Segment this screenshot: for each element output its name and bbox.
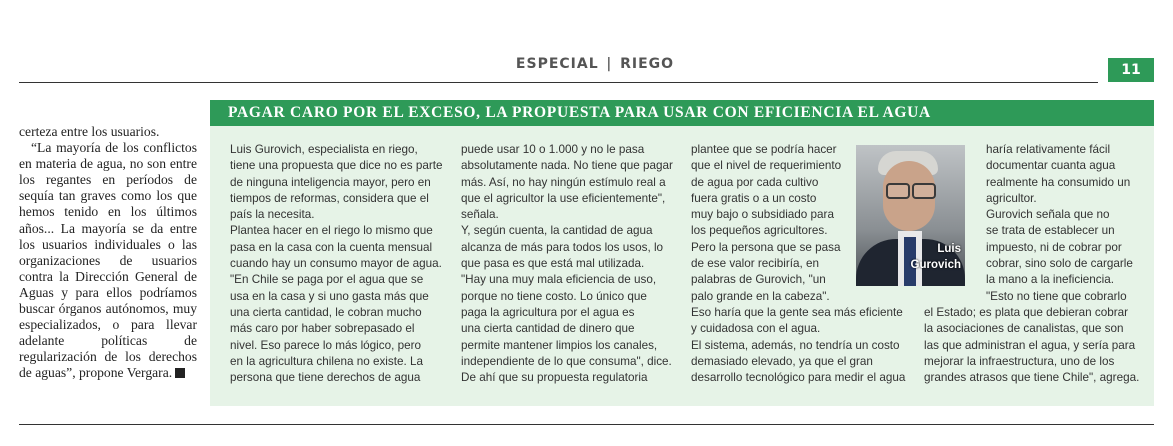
sidebar-column-4-bottom [924,305,1139,386]
text-line: palabras de Gurovich, "un [691,273,826,287]
text-line: mejorar la infraestructura, uno de los [924,354,1115,368]
portrait-photo [856,145,965,286]
text-line: se trata de establecer un [986,224,1115,238]
text-line: una cierta cantidad de dinero que [461,322,635,336]
text-line: muy bajo o subsidiado para [691,208,834,222]
text-line: documentar cuanta agua [986,159,1116,173]
text-line: que el nivel de requerimiento [691,159,842,173]
sidebar-column-4-top [986,142,1133,305]
article-paragraph: “La mayoría de los conflictos en materia de agua, no son entre los regantes en períodos de sequía tan graves como los que hemos tenido en los últimos años... La mayoría se da entre los usuarios individuales o las organizaciones de usuarios contra la Dirección General de Aguas y para ellos podríamos buscar órganos autónomos, muy especializados, o para llevar adelante políticas de regularización de los derechos de aguas”, propone Vergara. [19,140,197,381]
text-line: que pasa es que está mal utilizada. [461,257,645,271]
text-line: cuando hay un consumo mayor de agua. [230,257,442,271]
text-line: el Estado; es plata que debieran cobrar [924,306,1129,319]
text-line: tiempos de reformas, considera que el [230,191,429,205]
text-line: persona que tiene derechos de agua [230,371,421,385]
text-line: Gurovich señala que no [986,208,1110,222]
sidebar-title: PAGAR CARO POR EL EXCESO, LA PROPUESTA PARA USAR CON EFICIENCIA EL AGUA [210,100,1154,126]
text-line: señala. [461,208,499,222]
sidebar-column-2 [461,142,673,386]
text-line: haría relativamente fácil [986,143,1111,156]
text-line: de ninguna inteligencia mayor, pero en [230,175,431,189]
text-line: fuera gratis o a un costo [691,191,817,205]
text-line: permite mantener limpios los canales, [461,338,658,352]
text-line: alcanza de más para todos los usos, lo [461,240,664,254]
text-line: grandes atrasos que tiene Chile", agrega. [924,371,1140,385]
text-line: y cuidadosa con el agua. [691,322,821,336]
text-line: pasa en la casa con la cuenta mensual [230,240,433,254]
text-line: las que administran el agua, y sería para [924,338,1136,352]
text-line: agricultor. [986,191,1037,205]
text-line: porque no tiene costo. Lo único que [461,289,647,303]
text-line: nivel. Eso parece lo más lógico, pero [230,338,421,352]
page-number-badge: 11 [1108,58,1154,82]
text-line: absolutamente nada. No tiene que pagar [461,159,673,173]
header-rule [19,82,1098,83]
text-line: "Hay una muy mala eficiencia de uso, [461,273,657,287]
text-line: El sistema, además, no tendría un costo [691,338,900,352]
text-line: Luis Gurovich, especialista en riego, [230,143,418,156]
section-name: ESPECIAL [515,56,599,72]
sidebar-column-1 [230,142,442,386]
text-line: tiene una propuesta que dice no es parte [230,159,443,173]
text-line: Y, según cuenta, la cantidad de agua [461,224,653,238]
text-line: de agua por cada cultivo [691,175,819,189]
text-line: de ese valor recibiría, en [691,257,819,271]
photo-caption-last: Gurovich [910,259,961,271]
text-line: más caro por haber sobrepasado el [230,322,415,336]
text-line: desarrollo tecnológico para medir el agua [691,371,906,385]
text-line: que el agricultor la use eficientemente", [461,191,666,205]
text-line: "En Chile se paga por el agua que se [230,273,424,287]
photo-caption [911,241,961,273]
text-line: los pequeños agricultores. [691,224,828,238]
subsection-name: RIEGO [620,56,675,72]
text-line: impuesto, ni de cobrar por [986,240,1122,254]
text-line: demasiado elevado, ya que el gran [691,354,873,368]
section-separator: | [606,56,613,72]
text-line: plantee que se podría hacer [691,143,837,156]
text-line: independiente de lo que consuma", dice. [461,354,672,368]
text-line: cobrar, sino solo de cargarle [986,257,1133,271]
text-line: De ahí que su propuesta regulatoria [461,371,648,385]
photo-caption-first: Luis [937,243,961,255]
article-left-column [19,124,197,382]
text-line: usa en la casa y si uno gasta más que [230,289,429,303]
text-line: la mano a la ineficiencia. [986,273,1114,287]
photo-glasses-left [886,183,910,199]
text-line: puede usar 10 o 1.000 y no le pasa [461,143,645,156]
text-line: una cierta cantidad, le cobran mucho [230,305,422,319]
photo-glasses-right [912,183,936,199]
text-line: más. Así, no hay ningún estímulo real a [461,175,666,189]
text-line: en la agricultura chilena no existe. La [230,354,423,368]
text-line: Plantea hacer en el riego lo mismo que [230,224,433,238]
article-end-mark-icon [175,368,185,378]
text-line: Pero la persona que se pasa [691,240,841,254]
text-line: "Esto no tiene que cobrarlo [986,289,1127,303]
text-line: Eso haría que la gente sea más eficiente [691,305,903,319]
section-header [445,56,745,72]
bottom-rule [19,424,1154,425]
text-line: la asociaciones de canalistas, que son [924,322,1124,336]
text-line: paga la agricultura por el agua es [461,305,635,319]
text-line: realmente ha consumido un [986,175,1131,189]
text-line: palo grande en la cabeza". [691,289,830,303]
article-paragraph: certeza entre los usuarios. [19,124,160,139]
text-line: país la necesita. [230,208,315,222]
